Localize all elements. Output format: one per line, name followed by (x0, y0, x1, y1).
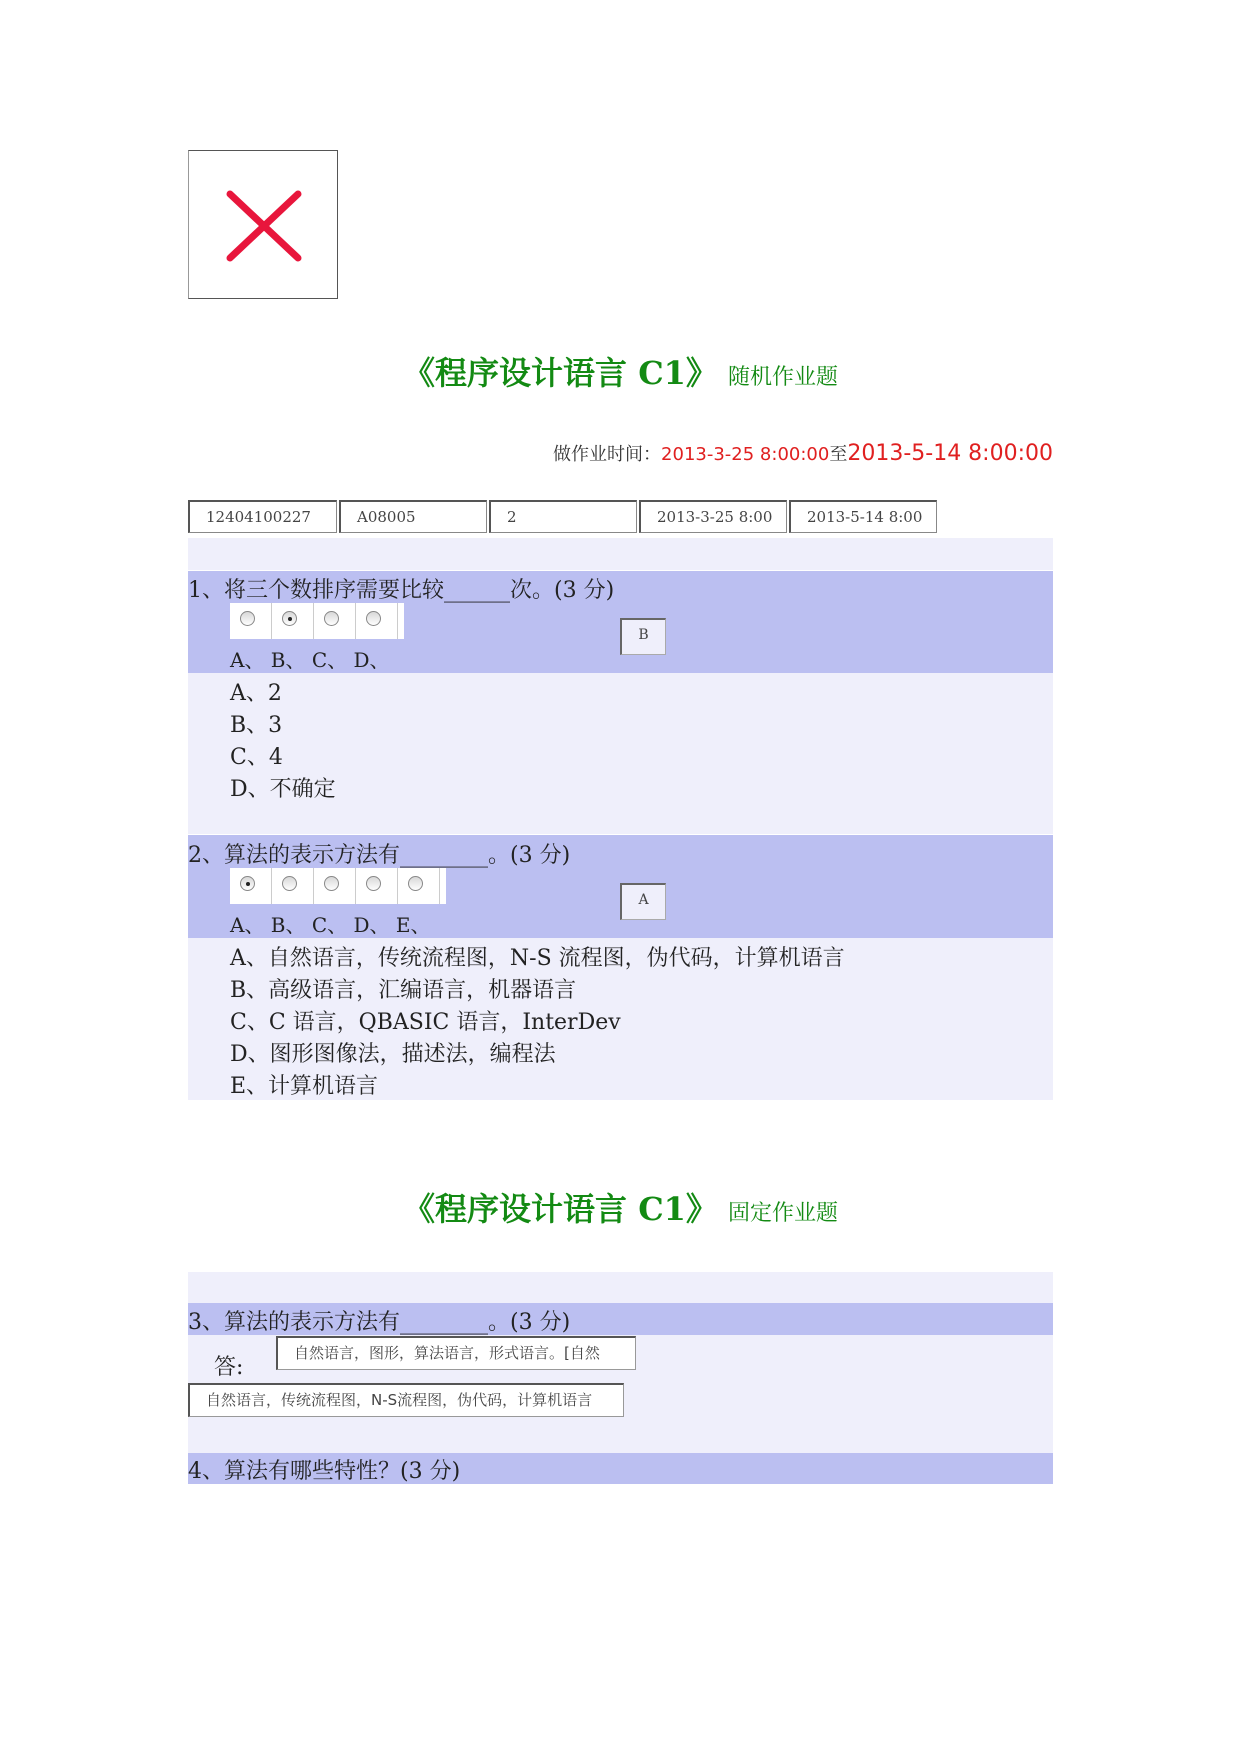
radio-b[interactable] (272, 868, 314, 904)
question-1-radio-group (230, 603, 404, 639)
question-3-text: 3、算法的表示方法有________。(3 分) (188, 1310, 571, 1335)
answer-label: 答: (214, 1355, 244, 1380)
course-code-field[interactable]: A08005 (339, 500, 487, 533)
question-2-option-a: A、自然语言，传统流程图，N-S 流程图，伪代码，计算机语言 (230, 946, 845, 971)
time-start: 2013-3-25 8:00:00 (661, 444, 830, 465)
radio-d[interactable] (356, 603, 398, 639)
question-2-option-d: D、图形图像法，描述法，编程法 (230, 1042, 556, 1067)
question-1-options-panel (188, 673, 1053, 834)
broken-image-icon (226, 190, 302, 262)
question-2-text: 2、算法的表示方法有________。(3 分) (188, 843, 571, 868)
question-1-radio-labels: A、 B、 C、 D、 (230, 648, 390, 672)
section-header-spacer (188, 1272, 1053, 1303)
course-title: 《程序设计语言 C1》 (403, 1190, 718, 1228)
radio-c[interactable] (314, 868, 356, 904)
radio-e[interactable] (398, 868, 440, 904)
radio-selected-dot (288, 617, 292, 621)
question-2-option-e: E、计算机语言 (230, 1074, 379, 1099)
section-subtitle: 随机作业题 (727, 365, 838, 390)
question-3-answer-input[interactable]: 自然语言，图形，算法语言，形式语言。[自然 (276, 1336, 636, 1370)
radio-a[interactable] (230, 603, 272, 639)
question-3-reference-answer-field[interactable]: 自然语言，传统流程图，N-S流程图，伪代码，计算机语言 (188, 1383, 624, 1417)
question-4-text: 4、算法有哪些特性？(3 分) (188, 1459, 461, 1484)
fixed-homework-title (0, 1184, 1241, 1230)
start-time-field[interactable]: 2013-3-25 8:00 (639, 500, 787, 533)
question-2-answer-box[interactable]: A (620, 883, 666, 920)
end-time-field[interactable]: 2013-5-14 8:00 (789, 500, 937, 533)
radio-selected-dot (246, 882, 250, 886)
time-end: 2013-5-14 8:00:00 (847, 441, 1053, 466)
homework-time (553, 440, 1053, 466)
section-subtitle: 固定作业题 (727, 1201, 838, 1226)
course-title: 《程序设计语言 C1》 (403, 354, 718, 392)
question-2-option-b: B、高级语言，汇编语言，机器语言 (230, 978, 577, 1003)
question-2-radio-group (230, 868, 446, 904)
question-1-option-d: D、不确定 (230, 777, 336, 802)
random-homework-title (0, 348, 1241, 394)
time-separator: 至 (829, 444, 848, 465)
radio-d[interactable] (356, 868, 398, 904)
question-1-option-b: B、3 (230, 713, 283, 738)
count-field[interactable]: 2 (489, 500, 637, 533)
question-1-answer-box[interactable]: B (620, 618, 666, 655)
question-2-radio-labels: A、 B、 C、 D、 E、 (230, 913, 431, 937)
time-label: 做作业时间： (553, 444, 662, 465)
radio-c[interactable] (314, 603, 356, 639)
radio-a[interactable] (230, 868, 272, 904)
question-1-option-c: C、4 (230, 745, 283, 770)
question-2-option-c: C、C 语言，QBASIC 语言，InterDev (230, 1010, 621, 1035)
question-1-text: 1、将三个数排序需要比较______次。(3 分) (188, 578, 615, 603)
radio-b[interactable] (272, 603, 314, 639)
question-1-option-a: A、2 (230, 681, 282, 706)
section-header-spacer (188, 538, 1053, 570)
student-id-field[interactable]: 12404100227 (188, 500, 337, 533)
broken-image-placeholder (188, 150, 338, 299)
